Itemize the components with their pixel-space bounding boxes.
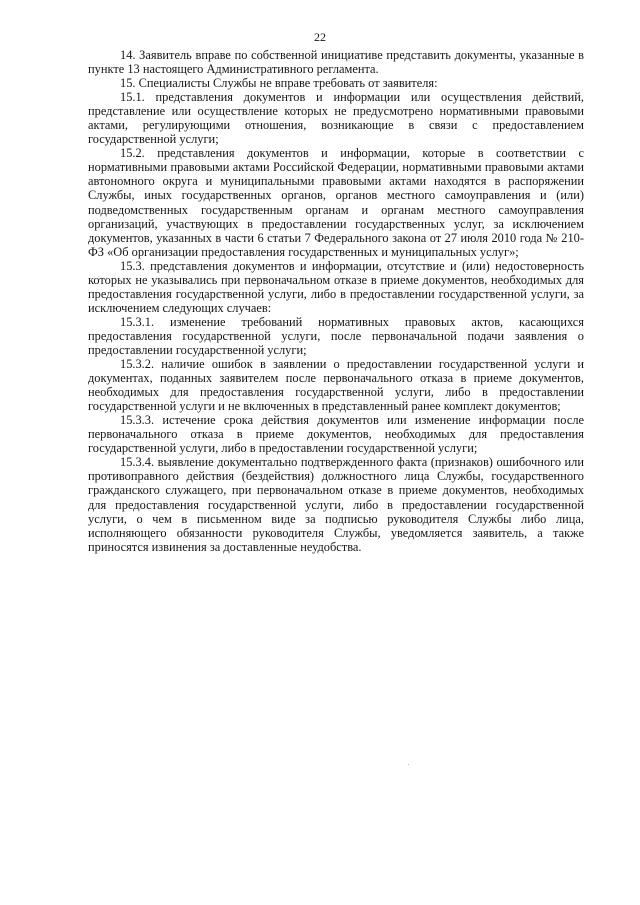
paragraph-15-3-1: 15.3.1. изменение требований нормативных правовых актов, касающихся предоставления государственной услуги, после первоначальной подачи заявления о предоставлении государственной услуги; (88, 314, 584, 357)
paragraph-15-2: 15.2. представления документов и информации, которые в соответствии с нормативными правовыми актами Российской Федерации, нормативными правовыми актами автономного округа и муниципальными правовыми актами находятся в распоряжении Службы, иных государственных органов, органов местного самоуправления и (или) подведомственных государственным органам и органам местного самоуправления организаций, участвующих в предоставлении государственных услуг, за исключением документов, указанных в части 6 статьи 7 Федерального закона от 27 июля 2010 года № 210-ФЗ «Об организации предоставления государственных и муниципальных услуг»; (88, 146, 584, 259)
paragraph-15-3: 15.3. представления документов и информации, отсутствие и (или) недостоверность которых не указывались при первоначальном отказе в приеме документов, необходимых для предоставления государственной услуги, либо в предоставлении государственной услуги, за исключением следующих случаев: (88, 258, 584, 315)
page-number: 22 (314, 30, 326, 44)
paragraph-15-3-2: 15.3.2. наличие ошибок в заявлении о предоставлении государственной услуги и документах, поданных заявителем после первоначального отказа в приеме документов, необходимых для предоставления государственной услуги, либо в предоставлении государственной услуги и не включенных в представленный ранее комплект документов; (88, 357, 584, 414)
paragraph-15-3-4: 15.3.4. выявление документально подтвержденного факта (признаков) ошибочного или противоправного действия (бездействия) должностного лица Службы, государственного гражданского служащего, при первоначальном отказе в приеме документов, необходимых для предоставления государственной услуги, либо в предоставлении государственной услуги, о чем в письменном виде за подписью руководителя Службы либо лица, исполняющего обязанности руководителя Службы, уведомляется заявитель, а также приносятся извинения за доставленные неудобства. (88, 455, 584, 554)
scan-speck (408, 764, 409, 765)
paragraph-15-1: 15.1. представления документов и информации или осуществления действий, представление или осуществление которых не предусмотрено нормативными правовыми актами, регулирующими отношения, возникающие в связи с предоставлением государственной услуги; (88, 90, 584, 147)
document-body (88, 48, 584, 554)
paragraph-15-3-3: 15.3.3. истечение срока действия документов или изменение информации после первоначального отказа в приеме документов, необходимых для предоставления государственной услуги, либо в предоставлении государственной услуги; (88, 413, 584, 456)
paragraph-15: 15. Специалисты Службы не вправе требовать от заявителя: (120, 76, 438, 91)
paragraph-14: 14. Заявитель вправе по собственной инициативе представить документы, указанные в пункте 13 настоящего Административного регламента. (88, 48, 584, 77)
